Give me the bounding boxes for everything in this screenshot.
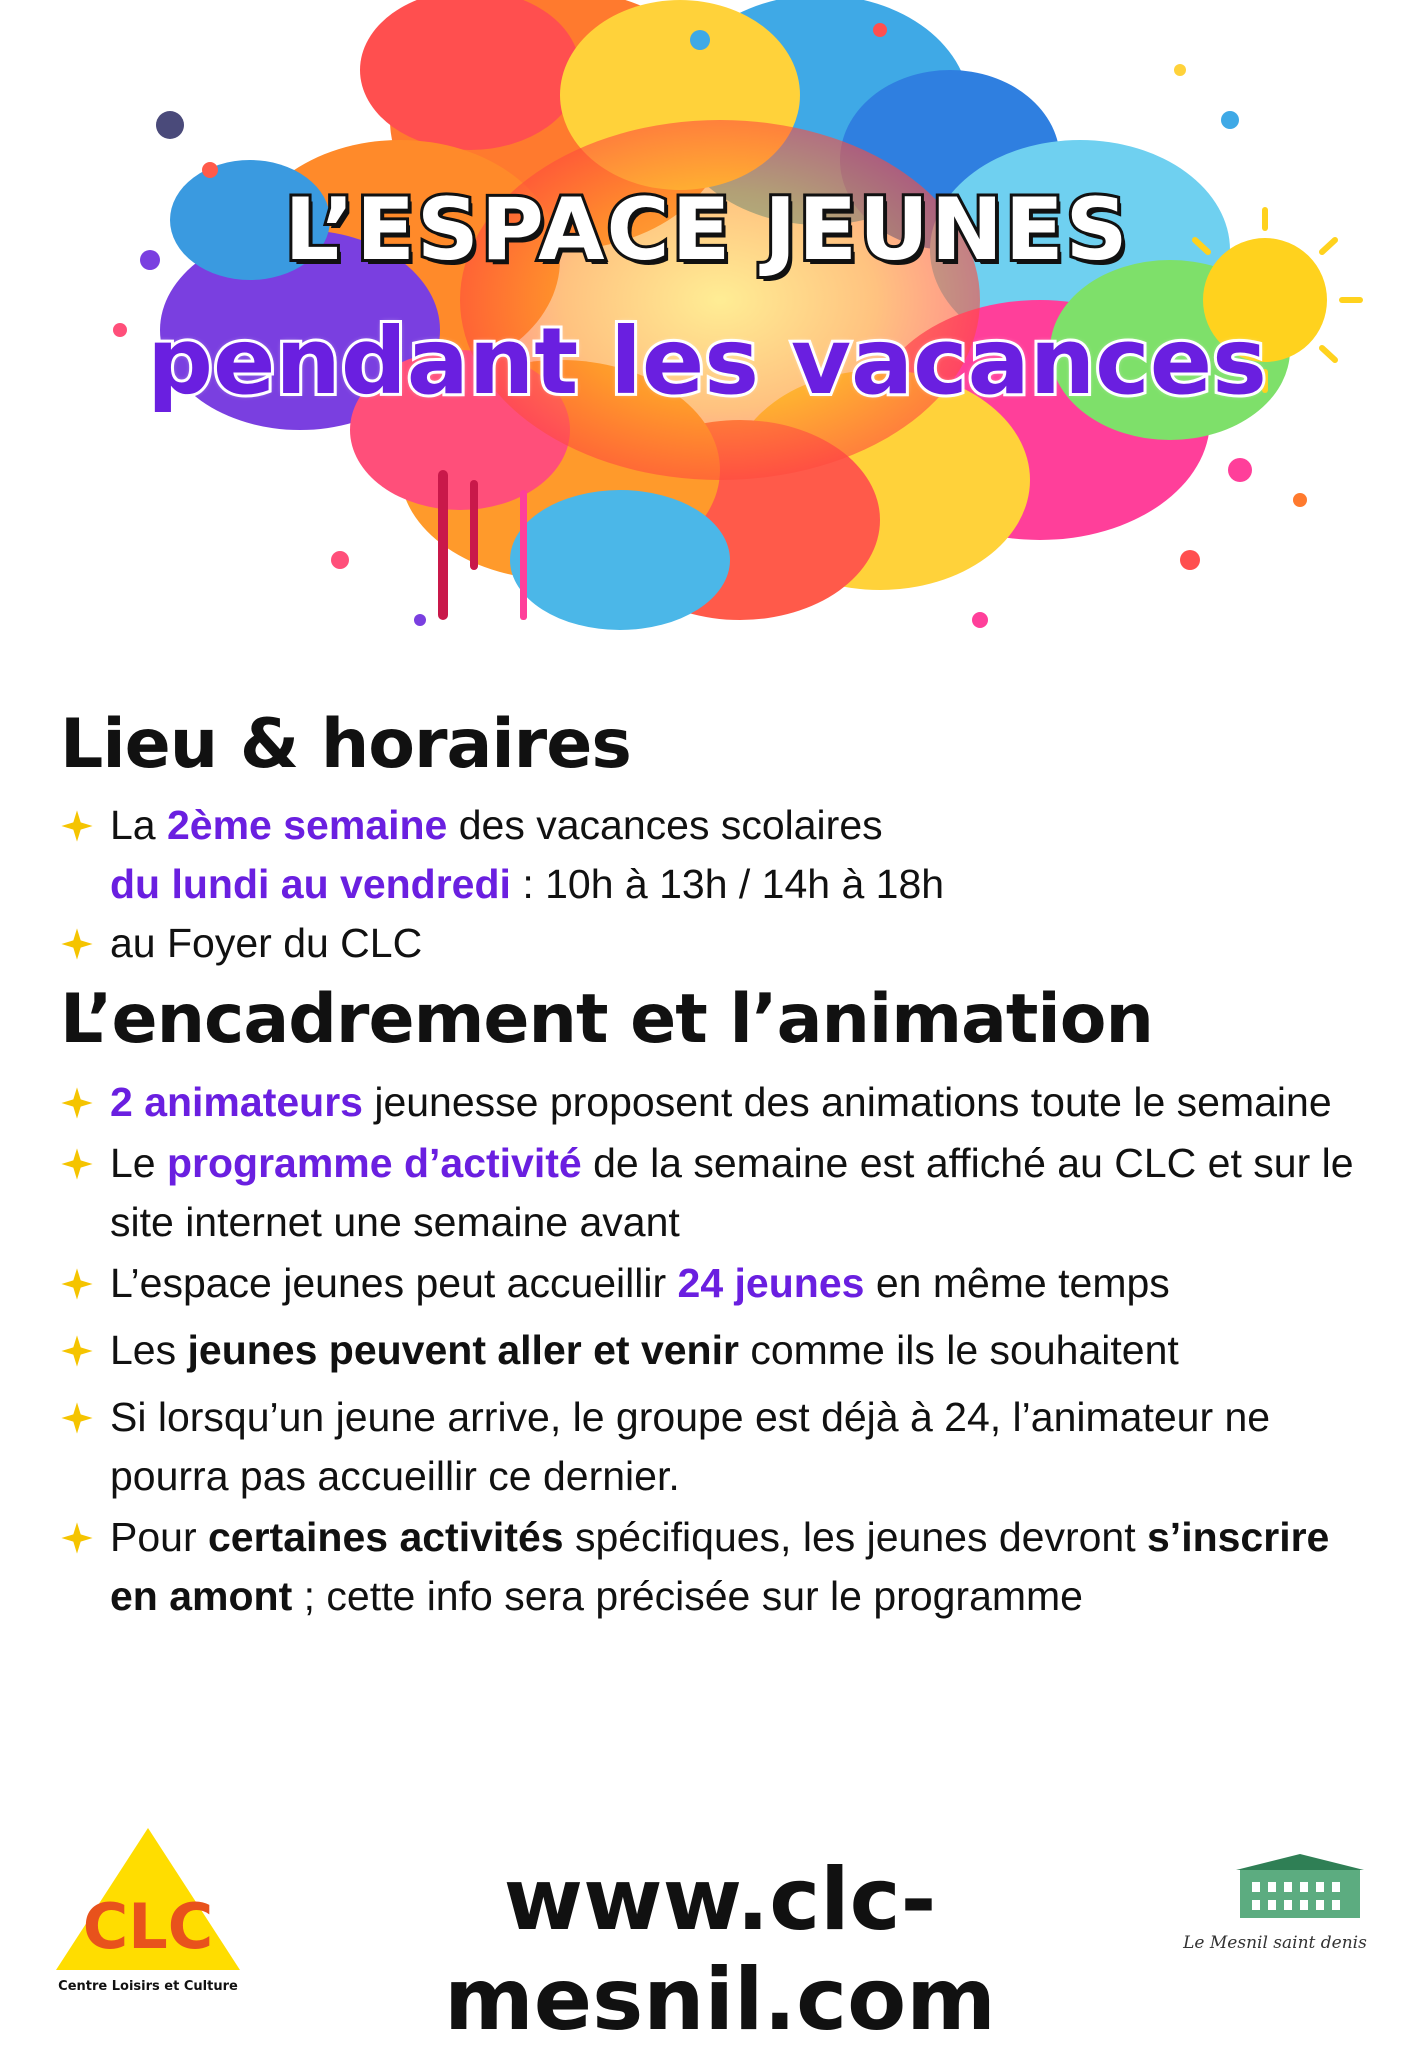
star-icon xyxy=(60,1401,94,1435)
section-heading-lieu: Lieu & horaires xyxy=(60,705,631,784)
section-heading-encadrement: L’encadrement et l’animation xyxy=(60,980,1153,1059)
star-icon xyxy=(60,1267,94,1301)
list-item: L’espace jeunes peut accueillir 24 jeunes en même temps xyxy=(60,1254,1380,1313)
list-item: 2 animateurs jeunesse proposent des animations toute le semaine xyxy=(60,1073,1380,1132)
star-icon xyxy=(60,809,94,843)
mesnil-logo-text: Le Mesnil saint denis xyxy=(1183,1933,1367,1953)
list-item: Pour certaines activités spécifiques, les jeunes devront s’inscrire en amont ; cette info sera précisée sur le programme xyxy=(60,1508,1380,1626)
clc-logo-caption: Centre Loisirs et Culture xyxy=(58,1979,238,1994)
list-item: La 2ème semaine des vacances scolaires du lundi au vendredi : 10h à 13h / 14h à 18h xyxy=(60,796,1380,914)
section-encadrement xyxy=(60,980,1380,1626)
poster-title: L’ESPACE JEUNES xyxy=(284,180,1130,280)
list-item: Le programme d’activité de la semaine est affiché au CLC et sur le site internet une semaine avant xyxy=(60,1134,1380,1252)
list-item: Les jeunes peuvent aller et venir comme ils le souhaitent xyxy=(60,1321,1380,1380)
list-item: Si lorsqu’un jeune arrive, le groupe est déjà à 24, l’animateur ne pourra pas accueillir ce dernier. xyxy=(60,1388,1380,1506)
clc-logo-letters: CLC xyxy=(82,1890,214,1963)
poster-subtitle: pendant les vacances xyxy=(147,308,1267,415)
mesnil-logo xyxy=(1170,1840,1380,1960)
list-item: au Foyer du CLC xyxy=(60,914,1380,973)
star-icon xyxy=(60,1521,94,1555)
star-icon xyxy=(60,927,94,961)
star-icon xyxy=(60,1147,94,1181)
star-icon xyxy=(60,1086,94,1120)
section-lieu-horaires xyxy=(60,705,1380,973)
star-icon xyxy=(60,1334,94,1368)
website-url[interactable]: www.clc-mesnil.com xyxy=(444,1850,996,2050)
clc-logo xyxy=(48,1820,248,1995)
